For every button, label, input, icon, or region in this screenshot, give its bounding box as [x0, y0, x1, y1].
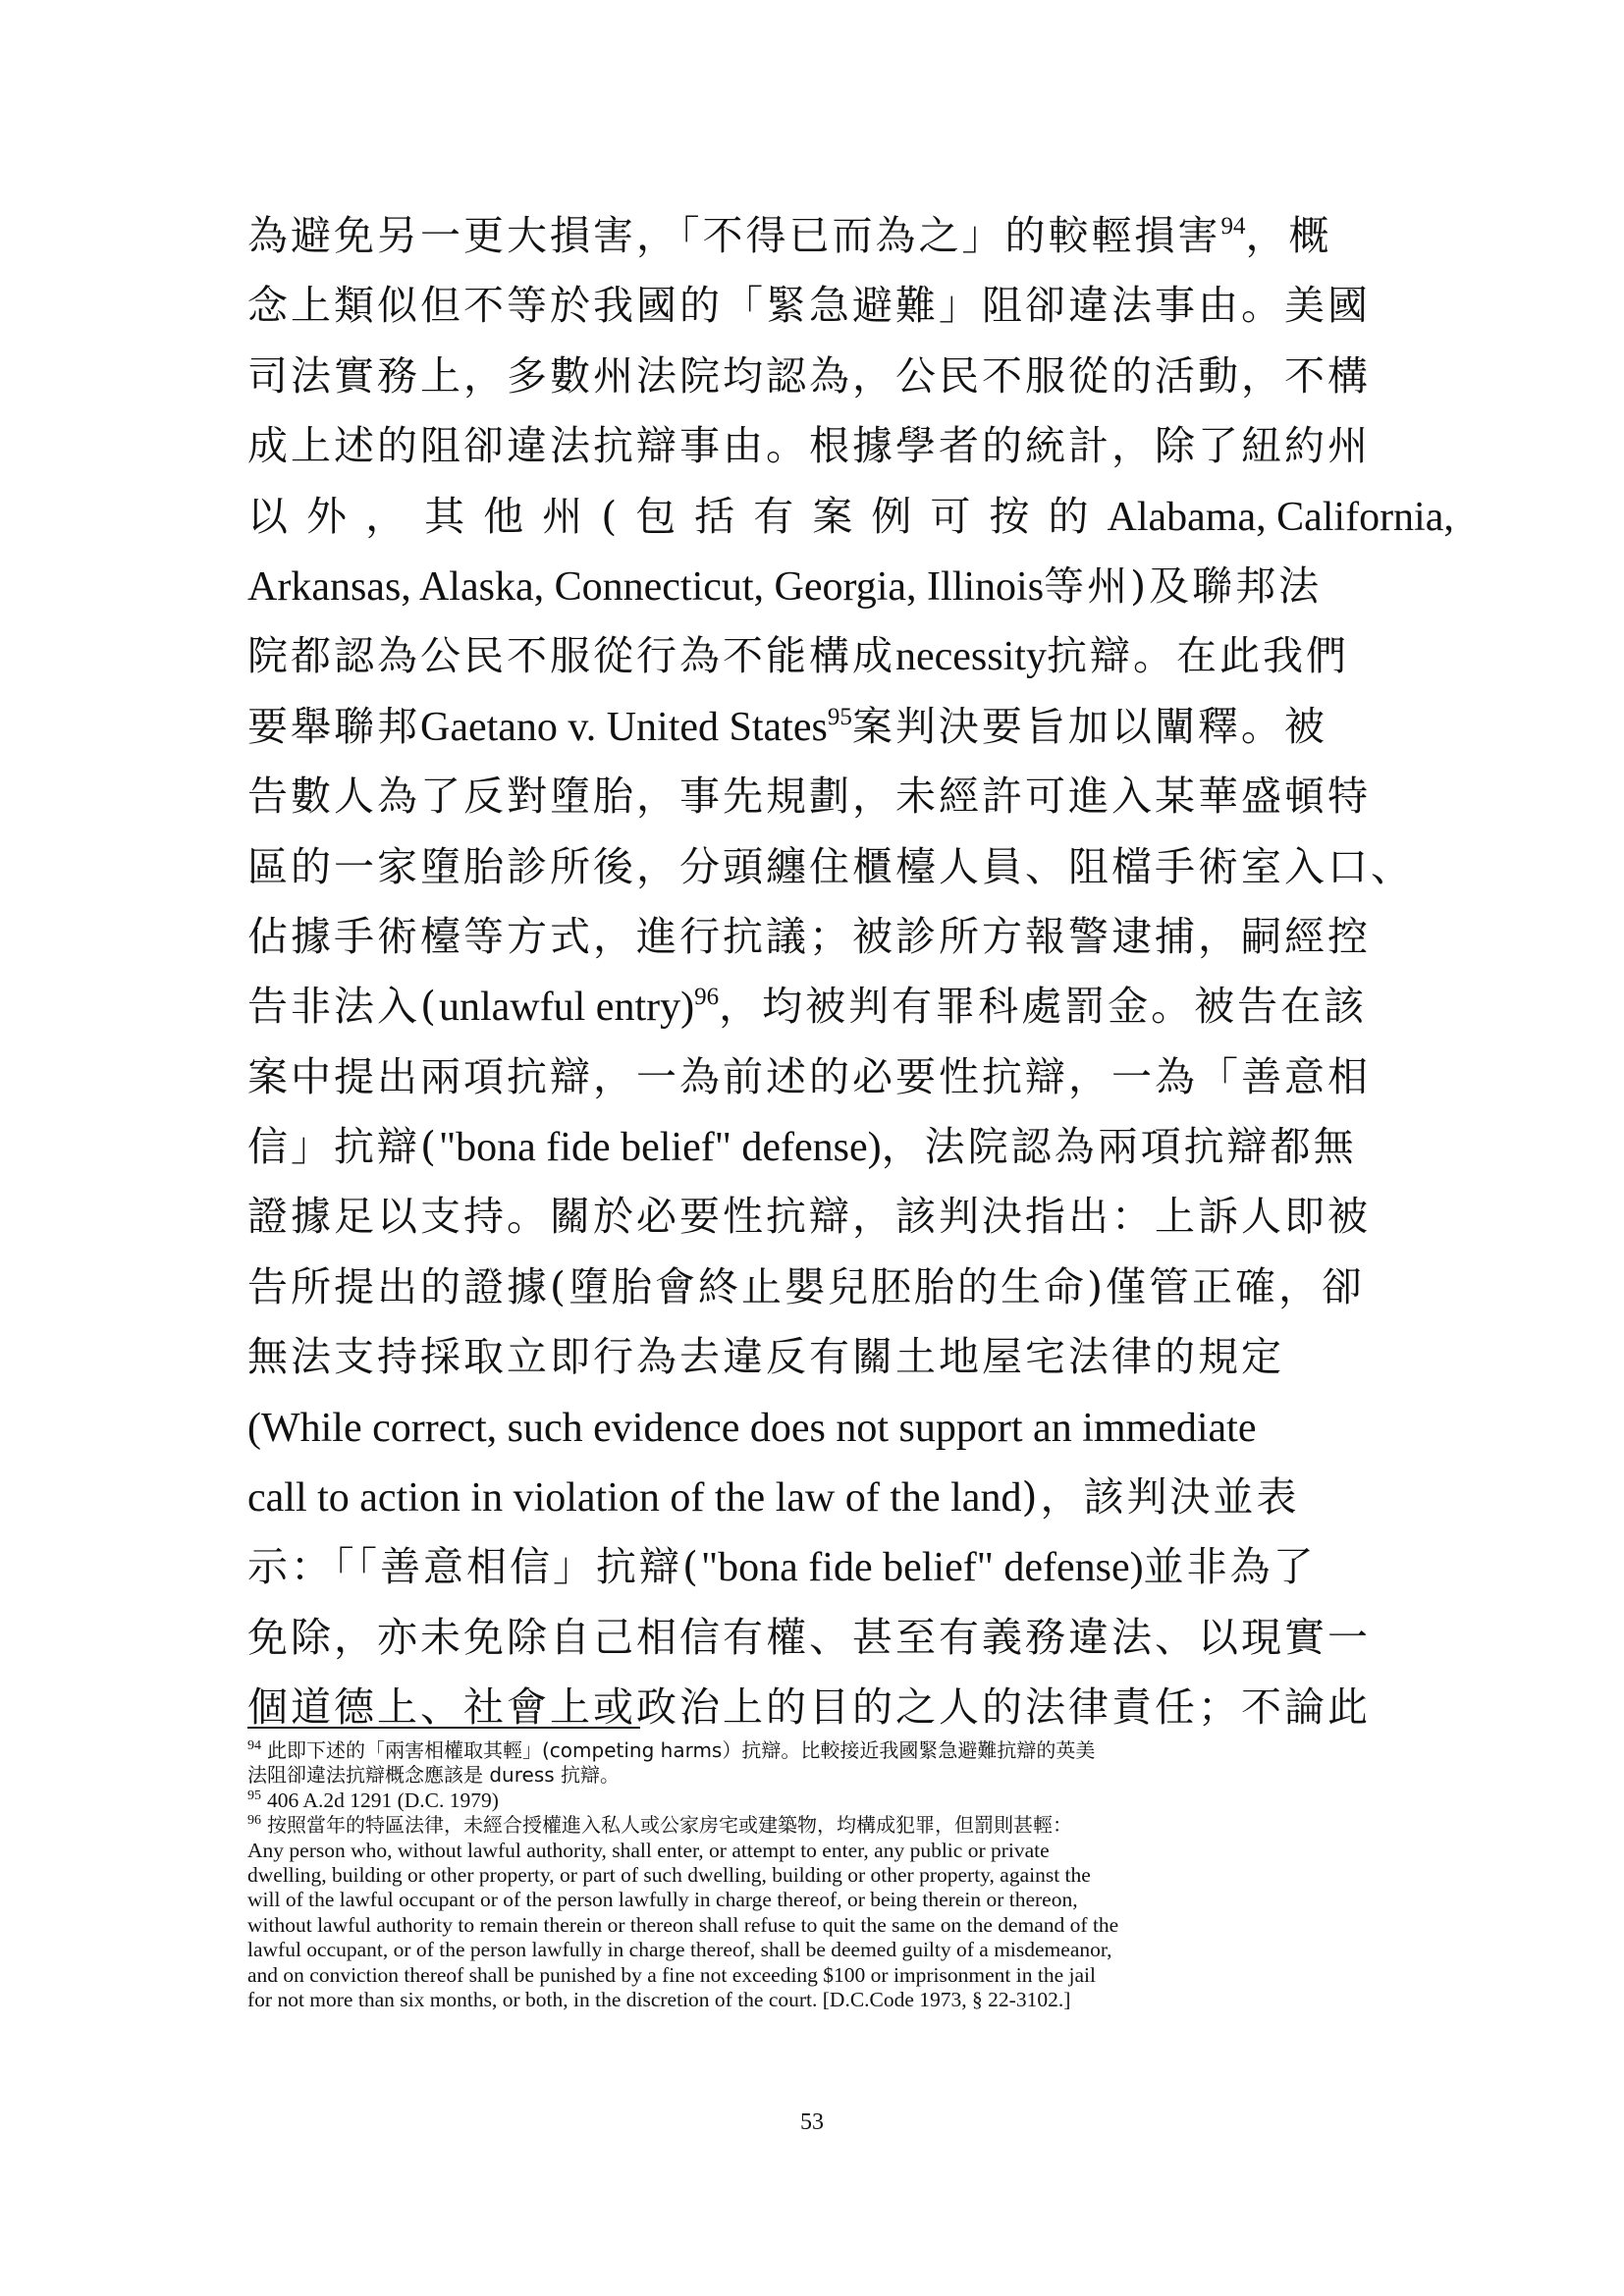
footnote-96-continued: without lawful authority to remain therein or thereon shall refuse to quit the same on the demand of the: [247, 1912, 1119, 1937]
body-line: 案中提出兩項抗辯，一為前述的必要性抗辯，一為「善意相: [247, 1052, 1371, 1100]
body-line: 為避免另一更大損害，「不得已而為之」的較輕損害$^{94}$，概: [247, 212, 1332, 259]
body-line: (While correct, such evidence does not support an immediate: [247, 1405, 1257, 1451]
body-line: 念上類似但不等於我國的「緊急避難」阻卻違法事由。美國: [247, 282, 1371, 330]
footnote-94: $^{94}$ 此即下述的「兩害相權取其輕」(competing harms）抗辯。比較接近我國緊急避難抗辯的英美: [247, 1738, 1096, 1762]
footnote-96: $^{96}$ 按照當年的特區法律，未經合授權進入私人或公家房宅或建築物，均構成犯罪，但罰則甚輕：: [247, 1813, 1072, 1838]
footnote-number: 96: [247, 1813, 261, 1829]
footnotes: [247, 1738, 1391, 2107]
footnote-ref-95[interactable]: 95: [827, 703, 852, 730]
footnote-96-continued: and on conviction thereof shall be punished by a fine not exceeding $100 or imprisonment in the jail: [247, 1962, 1096, 1987]
body-line: 院都認為公民不服從行為不能構成necessity抗辯。在此我們: [247, 632, 1349, 680]
page-number: 53: [800, 2109, 824, 2135]
footnote-number: 95: [247, 1788, 261, 1803]
body-line: call to action in violation of the law of the land)，該判決並表: [247, 1473, 1300, 1522]
body-line: 告所提出的證據(墮胎會終止嬰兒胚胎的生命)僅管正確，卻: [247, 1262, 1365, 1310]
footnote-96-continued: Any person who, without lawful authority, shall enter, or attempt to enter, any public or private: [247, 1838, 1050, 1862]
footnote-96-continued: dwelling, building or other property, or part of such dwelling, building or other property, against the: [247, 1862, 1091, 1887]
body-line: Arkansas, Alaska, Connecticut, Georgia, Illinois等州)及聯邦法: [247, 561, 1323, 610]
body-line: 以 外 ， 其 他 州 ( 包 括 有 案 例 可 按 的 Alabama, California,: [247, 492, 1454, 540]
body-line: 信」抗辯("bona fide belief" defense)，法院認為兩項抗辯都無: [247, 1123, 1357, 1171]
footnote-number: 94: [247, 1738, 261, 1753]
footnote-94-continued: 法阻卻違法抗辯概念應該是 duress 抗辯。: [247, 1763, 621, 1788]
body-line: 區的一家墮胎診所後，分頭纏住櫃檯人員、阻檔手術室入口、: [247, 842, 1414, 890]
body-line: 示：「「善意相信」抗辯("bona fide belief" defense)並非為了: [247, 1543, 1317, 1591]
body-line: 司法實務上，多數州法院均認為，公民不服從的活動，不構: [247, 351, 1371, 400]
footnote-ref-94[interactable]: 94: [1220, 213, 1246, 240]
footnote-96-continued: for not more than six months, or both, in the discretion of the court. [D.C.Code 1973, § 22-3102.]: [247, 1987, 1071, 2011]
body-line: 佔據手術檯等方式，進行抗議；被診所方報警逮捕，嗣經控: [247, 912, 1371, 960]
body-line: 證據足以支持。關於必要性抗辯，該判決指出：上訴人即被: [247, 1193, 1371, 1241]
body-line: 個道德上、社會上或政治上的目的之人的法律責任；不論此: [247, 1683, 1371, 1732]
body-line: 告數人為了反對墮胎，事先規劃，未經許可進入某華盛頓特: [247, 773, 1371, 821]
footnote-96-continued: will of the lawful occupant or of the person lawfully in charge thereof, or being therein or thereon,: [247, 1888, 1078, 1912]
body-line: 免除，亦未免除自己相信有權、甚至有義務違法、以現實一: [247, 1613, 1371, 1661]
body-text: [247, 201, 1454, 1732]
body-line: 要舉聯邦Gaetano v. United States$^{95}$案判決要旨加以闡釋。被: [247, 702, 1327, 750]
body-line: 無法支持採取立即行為去違反有關土地屋宅法律的規定: [247, 1333, 1284, 1381]
footnote-ref-96[interactable]: 96: [694, 984, 720, 1011]
body-line: 告非法入(unlawful entry)$^{96}$，均被判有罪科處罰金。被告在該: [247, 983, 1368, 1031]
footnote-separator: [247, 1727, 640, 1729]
footnote-95: $^{95}$ 406 A.2d 1291 (D.C. 1979): [247, 1788, 499, 1812]
footnote-96-continued: lawful occupant, or of the person lawfully in charge thereof, shall be deemed guilty of a misdemeanor,: [247, 1938, 1112, 1962]
body-line: 成上述的阻卻違法抗辯事由。根據學者的統計，除了紐約州: [247, 422, 1371, 470]
